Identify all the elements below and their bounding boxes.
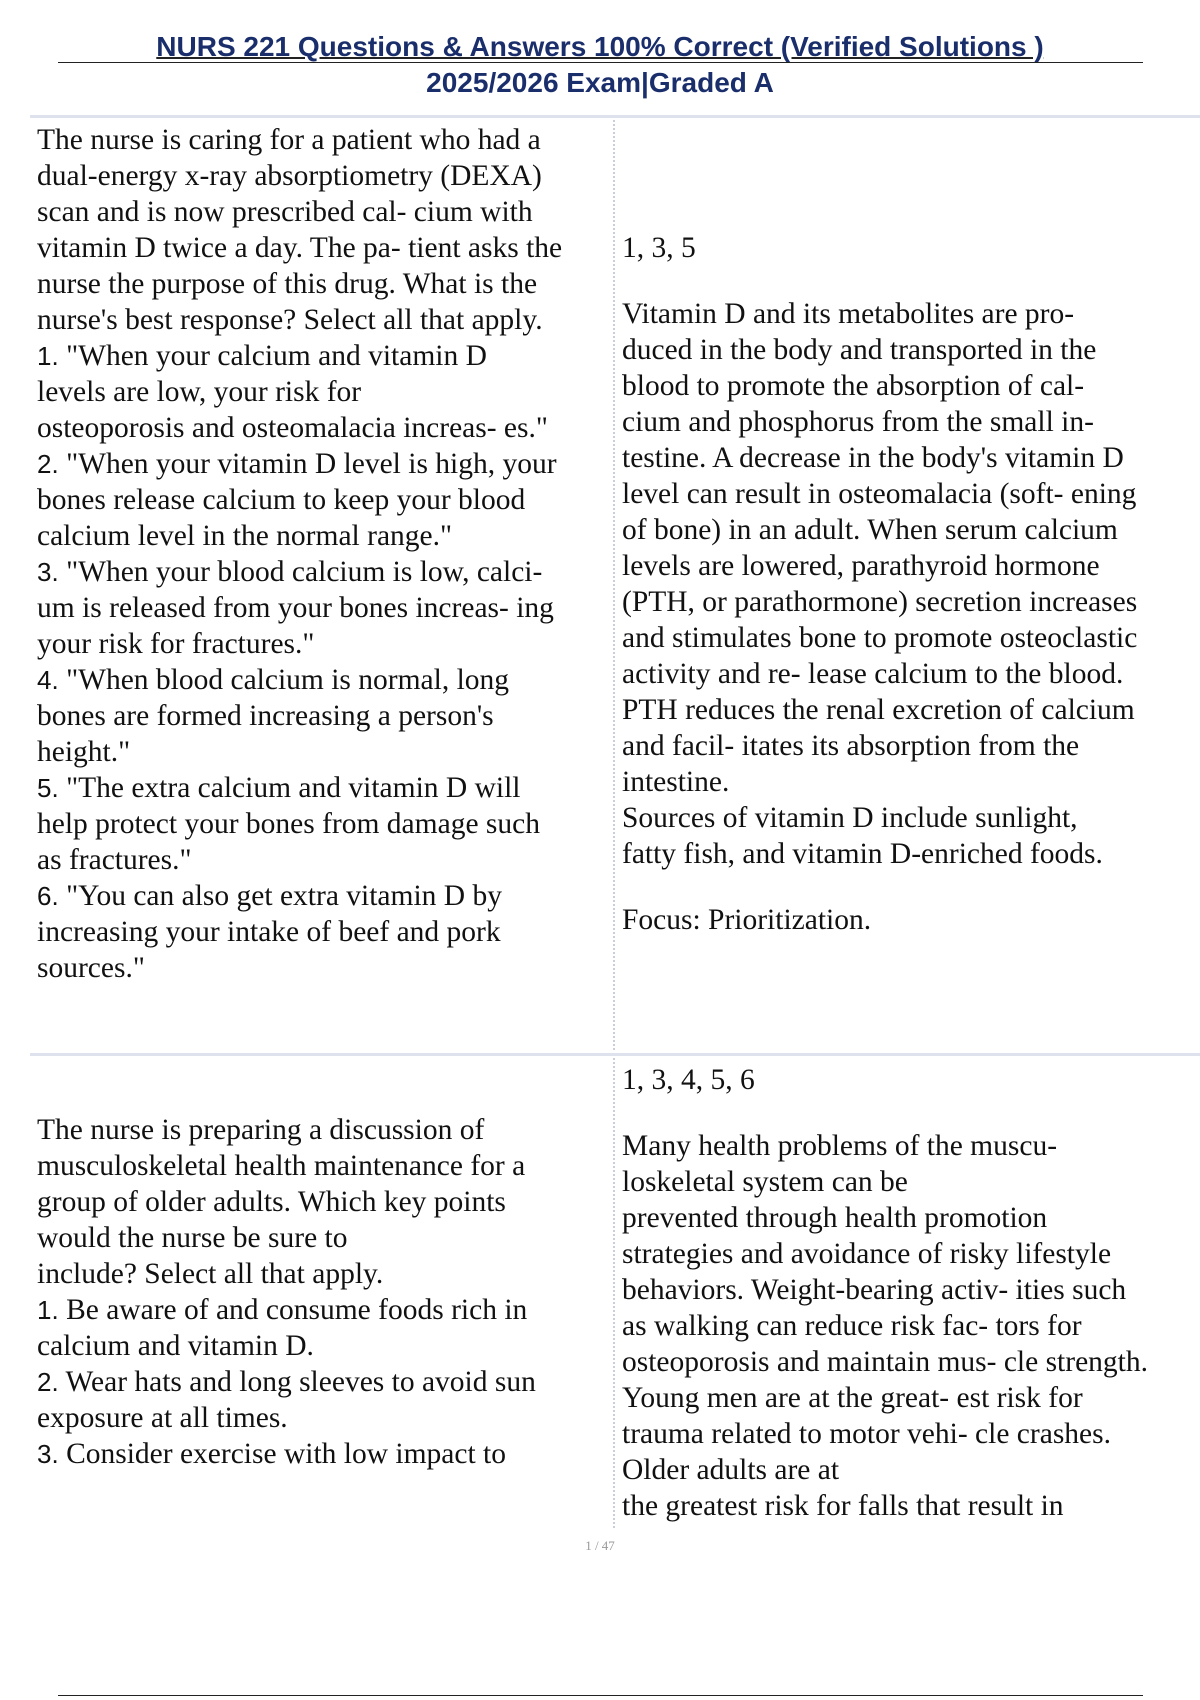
option-text: calcium and vitamin D. [37,1330,314,1362]
answer-option-line [37,1364,605,1400]
rationale-line: behaviors. Weight-bearing activ- ities such [622,1274,1127,1306]
rationale-line: intestine. [622,766,730,798]
option-text: calcium level in the normal range." [37,520,453,552]
option-text: help protect your bones from damage such [37,808,540,840]
answer-option-line [37,842,605,878]
answer-option-line [37,1400,605,1436]
answer-option-line [37,554,605,590]
answer-option-line [37,1328,605,1364]
answer-option-line [37,626,605,662]
table-top-border [30,115,1200,118]
answer-option-line [37,410,605,446]
option-text: um is released from your bones increas- ing [37,592,554,624]
rationale-line: activity and re- lease calcium to the blood. [622,658,1124,690]
question-text-line: scan and is now prescribed cal- cium with [37,196,533,228]
option-text: "When your vitamin D level is high, your [58,448,557,480]
answer-option-line [37,338,605,374]
rationale-line: Many health problems of the muscu- [622,1130,1058,1162]
answer-option-line [37,374,605,410]
rationale-line: and facil- itates its absorption from the [622,730,1080,762]
document-title [0,30,1200,100]
option-text: increasing your intake of beef and pork [37,916,501,948]
rationale-line: osteoporosis and maintain mus- cle strength. [622,1346,1148,1378]
option-text: "When your calcium and vitamin D [58,340,487,372]
spacer [622,1098,1192,1128]
answer-option-line [37,770,605,806]
title-line-1: NURS 221 Questions & Answers 100% Correct (Verified Solutions ) [156,31,1044,62]
question-text-line: vitamin D twice a day. The pa- tient asks the [37,232,563,264]
question-text-line: The nurse is preparing a discussion of [37,1114,485,1146]
option-text: bones are formed increasing a person's [37,700,494,732]
answer-option-line [37,878,605,914]
answer-option-line [37,518,605,554]
rationale-line: levels are lowered, parathyroid hormone [622,550,1100,582]
option-text: "When your blood calcium is low, calci- [58,556,543,588]
question-text-line: nurse's best response? Select all that apply. [37,304,543,336]
option-number: 1. [37,1295,59,1325]
question-text-line: group of older adults. Which key points [37,1186,506,1218]
rationale-line: blood to promote the absorption of cal- [622,370,1085,402]
answer-option-line [37,590,605,626]
rationale-line: level can result in osteomalacia (soft- ening [622,478,1137,510]
rationale-line: as walking can reduce risk fac- tors for [622,1310,1082,1342]
rationale-line: cium and phosphorus from the small in- [622,406,1094,438]
question-text-line: dual-energy x-ray absorptiometry (DEXA) [37,160,542,192]
question-cell [37,1112,605,1472]
option-text: osteoporosis and osteomalacia increas- es." [37,412,548,444]
option-text: Be aware of and consume foods rich in [58,1294,528,1326]
option-number: 2. [37,1367,59,1397]
rationale-line: Older adults are at [622,1454,840,1486]
rationale-line: Young men are at the great- est risk for [622,1382,1083,1414]
answer-option-line [37,662,605,698]
answer-option-line [37,1436,605,1472]
answer-option-line [37,698,605,734]
title-line-2: 2025/2026 Exam|Graded A [426,67,774,98]
option-text: "When blood calcium is normal, long [58,664,510,696]
option-text: height." [37,736,131,768]
answer-option-line [37,950,605,986]
option-text: "You can also get extra vitamin D by [58,880,502,912]
row-divider [30,1053,1200,1056]
rationale-line: loskeletal system can be [622,1166,908,1198]
answer-key: 1, 3, 5 [622,232,696,264]
rationale-line: Sources of vitamin D include sunlight, [622,802,1078,834]
answer-key: 1, 3, 4, 5, 6 [622,1064,755,1096]
option-text: as fractures." [37,844,192,876]
option-number: 4. [37,665,59,695]
option-number: 3. [37,1439,59,1469]
option-number: 3. [37,557,59,587]
option-text: "The extra calcium and vitamin D will [58,772,521,804]
question-text-line: musculoskeletal health maintenance for a [37,1150,526,1182]
question-text-line: The nurse is caring for a patient who had a [37,124,541,156]
rationale-line: the greatest risk for falls that result in [622,1490,1064,1522]
spacer [622,872,1192,902]
spacer [622,266,1192,296]
rationale-line: trauma related to motor vehi- cle crashes. [622,1418,1111,1450]
answer-cell [622,230,1192,938]
rationale-line: PTH reduces the renal excretion of calcium [622,694,1135,726]
column-divider [613,1058,615,1528]
answer-option-line [37,914,605,950]
rationale-line: strategies and avoidance of risky lifestyle [622,1238,1112,1270]
option-number: 6. [37,881,59,911]
option-text: your risk for fractures." [37,628,315,660]
option-text: bones release calcium to keep your blood [37,484,526,516]
question-cell [37,122,605,986]
rationale-line: (PTH, or parathormone) secretion increases [622,586,1138,618]
rationale-line: Vitamin D and its metabolites are pro- [622,298,1075,330]
column-divider [613,120,615,1050]
title-rule [58,62,1143,63]
option-text: Consider exercise with low impact to [58,1438,506,1470]
question-text-line: would the nurse be sure to [37,1222,348,1254]
rationale-line: of bone) in an adult. When serum calcium [622,514,1118,546]
rationale-line: fatty fish, and vitamin D-enriched foods. [622,838,1103,870]
option-text: levels are low, your risk for [37,376,362,408]
rationale-line: and stimulates bone to promote osteoclastic [622,622,1138,654]
option-number: 2. [37,449,59,479]
rationale-line: testine. A decrease in the body's vitamin D [622,442,1124,474]
rationale-line: duced in the body and transported in the [622,334,1097,366]
option-number: 5. [37,773,59,803]
page-bottom-rule [58,1695,1143,1696]
answer-option-line [37,806,605,842]
answer-option-line [37,482,605,518]
option-text: exposure at all times. [37,1402,288,1434]
rationale-line: prevented through health promotion [622,1202,1048,1234]
question-text-line: include? Select all that apply. [37,1258,384,1290]
option-number: 1. [37,341,59,371]
answer-option-line [37,734,605,770]
option-text: Wear hats and long sleeves to avoid sun [58,1366,536,1398]
option-text: sources." [37,952,145,984]
answer-option-line [37,446,605,482]
page-number: 1 / 47 [585,1538,615,1553]
focus-label: Focus: Prioritization. [622,904,872,936]
question-text-line: nurse the purpose of this drug. What is the [37,268,538,300]
answer-cell [622,1062,1192,1524]
answer-option-line [37,1292,605,1328]
